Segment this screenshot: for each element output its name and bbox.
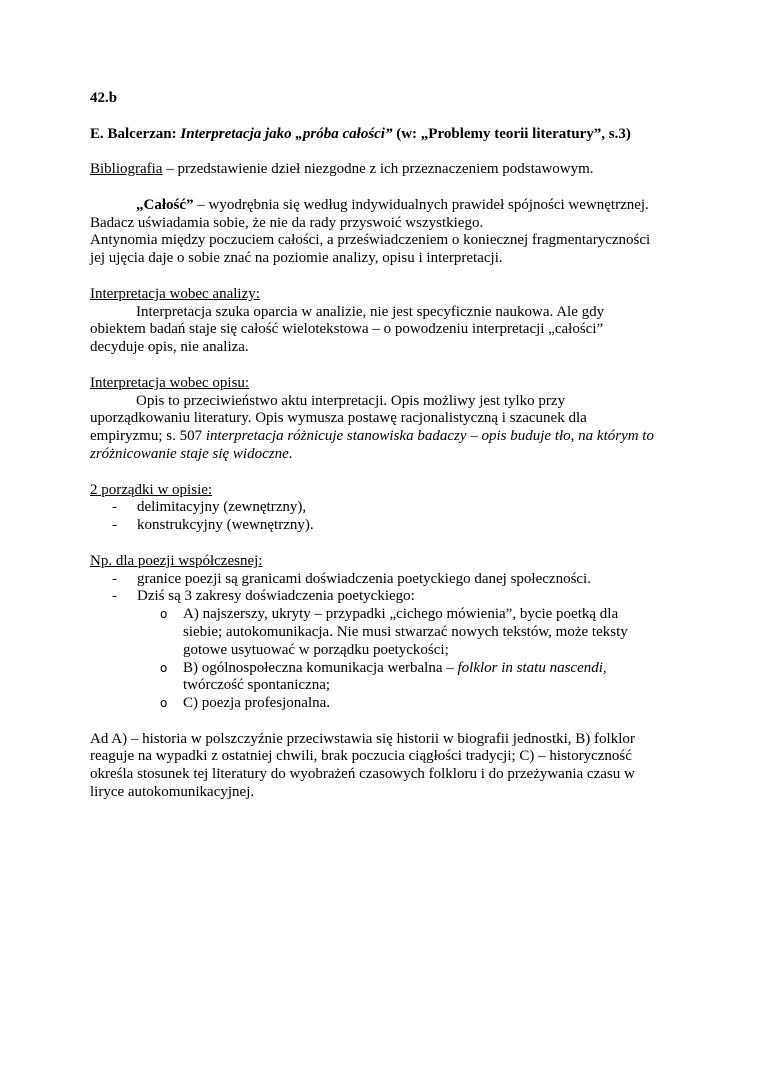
dash-bullet: - — [112, 588, 117, 605]
opis-line-1: Opis to przeciwieństwo aktu interpretacji. Opis możliwy jest tylko przy — [136, 392, 566, 409]
bibliografia-text: – przedstawienie dzieł niezgodne z ich przeznaczeniem podstawowym. — [162, 161, 594, 178]
circle-bullet-icon: o — [160, 696, 168, 711]
calosc-term: „Całość” — [136, 196, 194, 213]
heading-author: E. Balcerzan: — [90, 125, 181, 142]
analiza-heading: Interpretacja wobec analizy: — [90, 285, 260, 302]
circle-bullet-icon: o — [160, 660, 168, 675]
analiza-line-3: decyduje opis, nie analiza. — [90, 339, 249, 356]
sub-list-item-continuation: twórczość spontaniczna; — [183, 677, 331, 694]
opis-line-2: uporządkowaniu literatury. Opis wymusza postawę racjonalistyczną i szacunek dla — [90, 410, 587, 427]
list-item: - Dziś są 3 zakresy doświadczenia poetyckiego: — [112, 588, 415, 605]
ad-line-1: Ad A) – historia w polszczyźnie przeciwstawia się historii w biografii jednostki, B) folklor — [90, 730, 635, 747]
dash-bullet: - — [112, 517, 117, 534]
ad-line-2: reaguje na wypadki z ostatniej chwili, brak poczucia ciągłości tradycji; C) – historyczność — [90, 748, 632, 765]
calosc-line-4: jej ujęcia daje o sobie znać na poziomie analizy, opisu i interpretacji. — [90, 250, 503, 267]
heading-source: (w: „Problemy teorii literatury”, s.3) — [392, 125, 631, 142]
list-item: - granice poezji są granicami doświadczenia poetyckiego danej społeczności. — [112, 570, 591, 587]
list-item: - konstrukcyjny (wewnętrzny). — [112, 517, 314, 534]
ad-line-3: określa stosunek tej literatury do wyobrażeń czasowych folkloru i do przeżywania czasu w — [90, 766, 635, 783]
dash-bullet: - — [112, 570, 117, 587]
poezja-heading: Np. dla poezji współczesnej: — [90, 552, 263, 569]
document-page — [90, 90, 680, 802]
sub-list-item: o B) ogólnospołeczna komunikacja werbalna – folklor in statu nascendi, — [160, 659, 607, 676]
section-number: 42.b — [90, 90, 118, 106]
sub-list-item: o C) poezja profesjonalna. — [160, 695, 331, 712]
list-item: - delimitacyjny (zewnętrzny), — [112, 499, 307, 516]
sub-list-item: o A) najszerszy, ukryty – przypadki „cichego mówienia”, bycie poetką dla — [160, 606, 619, 623]
heading-title: Interpretacja jako „próba całości” — [180, 125, 393, 142]
bibliografia-definition — [90, 161, 680, 179]
sub-list-item-continuation: gotowe usytuować w porządku poetyckości; — [183, 641, 449, 658]
analiza-line-2: obiektem badań staje się całość wielotekstowa – o powodzeniu interpretacji „całości” — [90, 321, 604, 338]
ad-line-4: liryce autokomunikacyjnej. — [90, 784, 255, 801]
dash-bullet: - — [112, 499, 117, 516]
calosc-line-2: Badacz uświadamia sobie, że nie da rady przyswoić wszystkiego. — [90, 214, 484, 231]
circle-bullet-icon: o — [160, 607, 168, 622]
opis-line-4: zróżnicowanie staje się widoczne. — [90, 445, 293, 462]
porzadki-heading: 2 porządki w opisie: — [90, 481, 213, 498]
sub-list-item-continuation: siebie; autokomunikacja. Nie musi stwarzać nowych tekstów, może teksty — [183, 623, 628, 640]
opis-heading: Interpretacja wobec opisu: — [90, 374, 250, 391]
calosc-line-3: Antynomia między poczuciem całości, a przeświadczeniem o koniecznej fragmentaryczności — [90, 232, 651, 249]
bibliografia-term: Bibliografia — [90, 161, 163, 178]
opis-line-3: empiryzmu; s. 507 interpretacja różnicuje stanowiska badaczy – opis buduje tło, na którym to — [90, 428, 654, 445]
calosc-line-1: „Całość” – wyodrębnia się według indywidualnych prawideł spójności wewnętrznej. — [136, 196, 649, 213]
document-heading — [90, 126, 680, 144]
analiza-line-1: Interpretacja szuka oparcia w analizie, nie jest specyficznie naukowa. Ale gdy — [136, 303, 605, 320]
